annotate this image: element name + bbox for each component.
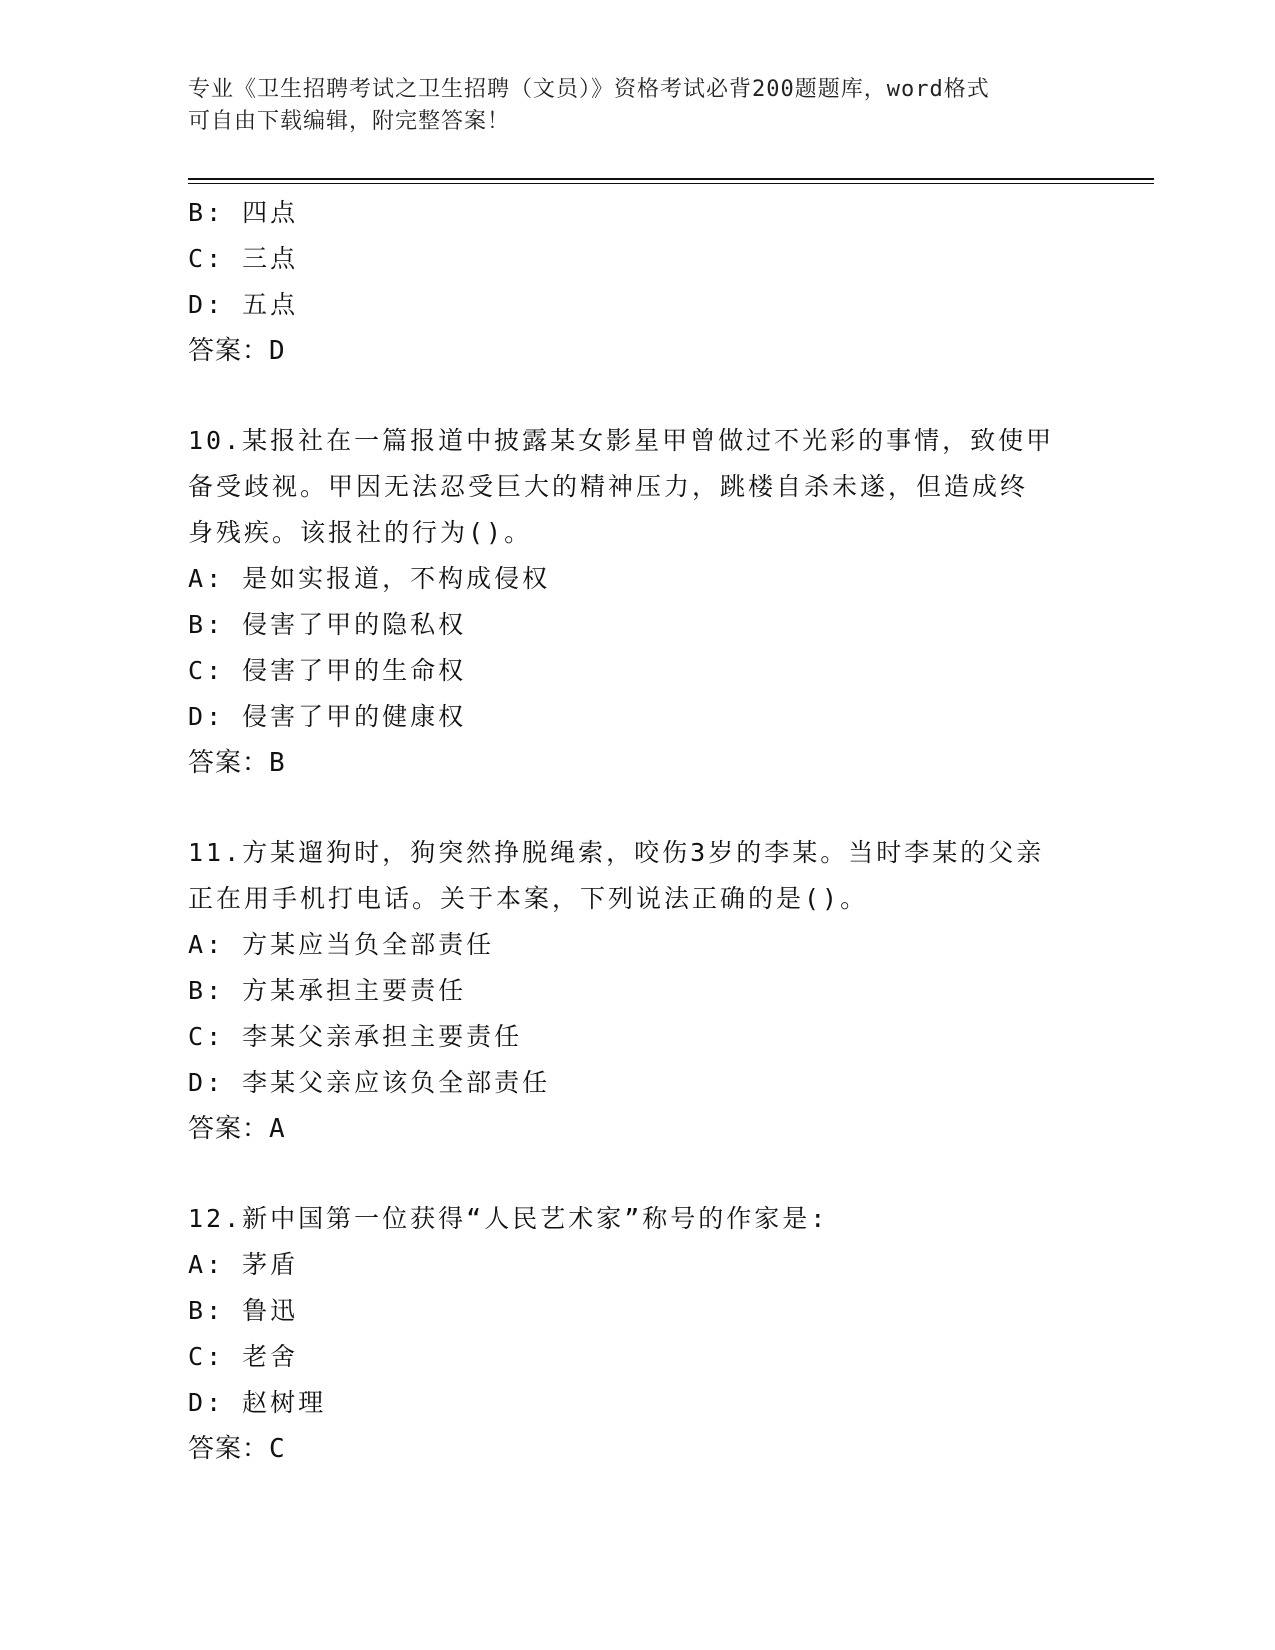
question-10 — [188, 418, 1088, 786]
option-separator: : — [206, 244, 243, 273]
option-c — [188, 236, 1088, 282]
option-letter: A — [188, 1250, 207, 1279]
option-separator: : — [206, 930, 243, 959]
question-text — [188, 418, 1088, 556]
option-c — [188, 1014, 1088, 1060]
option-separator: : — [206, 1022, 243, 1051]
option-b — [188, 1288, 1088, 1334]
answer-value: D — [269, 336, 286, 366]
answer-line — [188, 740, 1088, 786]
option-d — [188, 1060, 1088, 1106]
answer-label: 答案： — [188, 336, 270, 366]
header-line-1: 专业《卫生招聘考试之卫生招聘（文员）》资格考试必背200题题库，word格式 — [188, 77, 990, 102]
header-divider-thin — [188, 183, 1154, 184]
option-b — [188, 190, 1088, 236]
question-number: 11. — [188, 838, 243, 867]
question-number: 12. — [188, 1204, 243, 1233]
question-number: 10. — [188, 426, 243, 455]
option-separator: : — [206, 976, 243, 1005]
option-separator: : — [206, 198, 243, 227]
option-letter: B — [188, 976, 207, 1005]
question-line: 备受歧视。甲因无法忍受巨大的精神压力，跳楼自杀未遂，但造成终 — [188, 472, 1029, 501]
carryover-block — [188, 190, 1088, 374]
question-12 — [188, 1196, 1088, 1472]
option-b — [188, 602, 1088, 648]
option-letter: C — [188, 656, 207, 685]
answer-value: C — [269, 1434, 286, 1464]
option-text: 茅盾 — [242, 1250, 299, 1279]
answer-line — [188, 1106, 1088, 1152]
option-separator: : — [206, 290, 243, 319]
option-letter: B — [188, 1296, 207, 1325]
option-letter: A — [188, 564, 207, 593]
question-line-text: 方某遛狗时，狗突然挣脱绳索，咬伤3岁的李某。当时李某的父亲 — [242, 838, 1045, 867]
option-letter: C — [188, 1342, 207, 1371]
question-line — [188, 418, 1088, 464]
question-line — [188, 830, 1088, 876]
answer-value: B — [269, 748, 286, 778]
option-text: 李某父亲应该负全部责任 — [242, 1068, 551, 1097]
option-text: 方某应当负全部责任 — [242, 930, 495, 959]
option-letter: B — [188, 198, 207, 227]
option-letter: D — [188, 1068, 207, 1097]
option-letter: C — [188, 244, 207, 273]
option-d — [188, 282, 1088, 328]
answer-label: 答案： — [188, 748, 270, 778]
option-d — [188, 694, 1088, 740]
question-text — [188, 1196, 1088, 1242]
option-text: 老舍 — [242, 1342, 299, 1371]
question-line — [188, 1196, 1088, 1242]
option-text: 鲁迅 — [242, 1296, 299, 1325]
option-c — [188, 1334, 1088, 1380]
answer-label: 答案： — [188, 1114, 270, 1144]
option-separator: : — [206, 656, 243, 685]
option-a — [188, 922, 1088, 968]
option-letter: D — [188, 1388, 207, 1417]
question-line: 正在用手机打电话。关于本案，下列说法正确的是()。 — [188, 884, 869, 913]
option-text: 侵害了甲的隐私权 — [242, 610, 467, 639]
option-letter: D — [188, 290, 207, 319]
option-text: 方某承担主要责任 — [242, 976, 467, 1005]
answer-label: 答案： — [188, 1434, 270, 1464]
option-separator: : — [206, 702, 243, 731]
question-11 — [188, 830, 1088, 1152]
option-text: 侵害了甲的健康权 — [242, 702, 467, 731]
option-separator: : — [206, 564, 243, 593]
question-line-text: 某报社在一篇报道中披露某女影星甲曾做过不光彩的事情，致使甲 — [242, 426, 1055, 455]
option-separator: : — [206, 610, 243, 639]
option-c — [188, 648, 1088, 694]
option-d — [188, 1380, 1088, 1426]
option-letter: D — [188, 702, 207, 731]
answer-value: A — [269, 1114, 286, 1144]
option-letter: C — [188, 1022, 207, 1051]
option-separator: : — [206, 1068, 243, 1097]
option-text: 四点 — [242, 198, 299, 227]
option-separator: : — [206, 1342, 243, 1371]
option-a — [188, 1242, 1088, 1288]
option-b — [188, 968, 1088, 1014]
option-separator: : — [206, 1296, 243, 1325]
option-text: 五点 — [242, 290, 299, 319]
option-letter: A — [188, 930, 207, 959]
answer-line — [188, 1426, 1088, 1472]
option-letter: B — [188, 610, 207, 639]
question-text — [188, 830, 1088, 922]
option-text: 三点 — [242, 244, 299, 273]
option-text: 赵树理 — [242, 1388, 327, 1417]
question-content — [188, 190, 1088, 1472]
question-line: 身残疾。该报社的行为()。 — [188, 518, 533, 547]
option-text: 是如实报道，不构成侵权 — [242, 564, 551, 593]
header-divider-thick — [188, 178, 1154, 180]
question-line-text: 新中国第一位获得“人民艺术家”称号的作家是: — [242, 1204, 829, 1233]
header-line-2: 可自由下载编辑，附完整答案！ — [188, 109, 511, 134]
option-separator: : — [206, 1250, 243, 1279]
option-text: 李某父亲承担主要责任 — [242, 1022, 523, 1051]
option-separator: : — [206, 1388, 243, 1417]
document-header — [188, 74, 1068, 138]
option-text: 侵害了甲的生命权 — [242, 656, 467, 685]
option-a — [188, 556, 1088, 602]
answer-line — [188, 328, 1088, 374]
